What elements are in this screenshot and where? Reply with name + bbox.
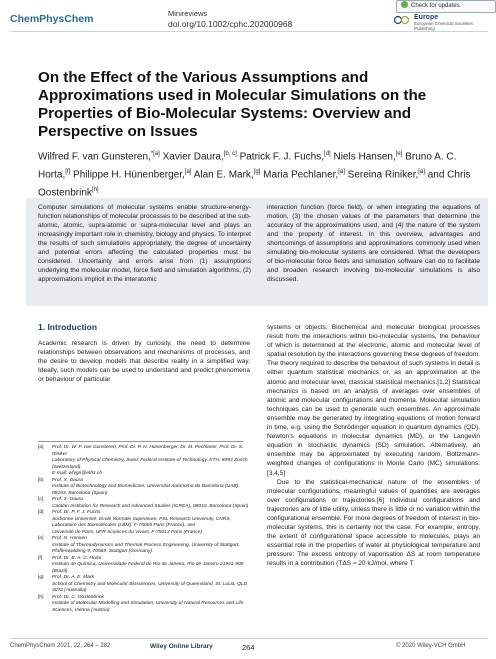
footnote-tag — [38, 458, 52, 471]
footnote-text: Catalan Institution for Research and Advanced Studies (ICREA), 08010, Barcelona (Spain) — [52, 503, 249, 509]
footnote-tag: [g] — [38, 575, 44, 580]
footer-citation: ChemPhysChem 2021, 22, 264 – 282 — [10, 643, 111, 649]
update-icon — [401, 1, 408, 8]
footnote-row — [38, 601, 250, 614]
footnote-tag: [d] — [38, 510, 44, 515]
author-affiliation-marker: [h] — [91, 186, 99, 193]
footnote-tag — [38, 601, 52, 614]
author-name: Sereina Riniker, — [347, 169, 419, 181]
author-name: and Chris Oostenbrink — [38, 169, 471, 198]
journal-name: ChemPhysChem — [10, 13, 94, 25]
footnote-tag: [e] — [38, 536, 44, 541]
footnote-text: Institute of Molecular Modelling and Simulation, University of Natural Resources and Life Sciences, Vienna (Austria) — [52, 601, 244, 613]
footnote-tag: [b] — [38, 477, 44, 483]
author-affiliation-marker: [a] — [418, 168, 425, 175]
chemistry-europe-logo-icon — [393, 14, 413, 26]
footnote-text: Prof. Dr. W. F. van Gunsteren, Prof. Dr. P. H. Hünenberger, Dr. M. Pechlaner, Prof. Dr. S. Riniker — [52, 445, 244, 457]
footnote-text: School of Chemistry and Molecular Biosciences, University of Queensland, St. Lucia, QLD 4072 (Australia) — [52, 581, 248, 593]
footnote-text: Université de Paris, UFR Sciences du Vivant, F-75013 Paris (France) — [52, 529, 202, 535]
footnote-text: Prof. Dr. A. E. Mark — [52, 575, 95, 580]
footnote-text: Sorbonne Université, École Normale Supérieure, PSL Research University, CNRS, Laboratoire des Biomolécules (LBM), F-75005 Paris (France), and — [52, 516, 231, 528]
publisher-logo-main: Europe — [414, 14, 439, 21]
author-affiliation-marker: *[a] — [150, 151, 160, 157]
footnote-text: Instituto de Química, Universidade Federal do Rio de Janeiro, Rio de Janeiro 21941-909 (Brazil) — [52, 562, 244, 574]
page-number: 264 — [242, 643, 255, 652]
author-name: Philippe H. Hünenberger, — [73, 169, 185, 181]
footnote-tag — [38, 543, 52, 556]
author-list — [38, 147, 478, 200]
author-name: Alan E. Mark, — [193, 169, 254, 181]
author-name: Niels Hansen, — [333, 151, 396, 163]
intro-right-column — [267, 323, 480, 569]
publisher-logo-text — [414, 14, 484, 31]
abstract-left-column: Computer simulations of molecular systems enable structure-energy-function relationships of molecular processes to be described at the sub-atomic, atomic, supra-atomic or supra-molecular level and plays an increasingly important role in chemistry, biology and physics. To interpret the results of such simulations appropriately, the degree of uncertainty and potential errors affecting the calculated properties must be considered. Uncertainty and errors arise from (1) assumptions underlying the molecular model, force field and simulation algorithms, (2) approximations implicit in the interatomic — [38, 204, 251, 284]
header-rule — [10, 31, 488, 32]
footnote-tag — [38, 562, 52, 575]
author-name: Bruno A. C. Horta, — [38, 151, 457, 181]
footnote-tag: [h] — [38, 594, 44, 600]
footnote-tag — [38, 484, 52, 497]
intro-paragraph: systems or objects. Biochemical and molecular biological processes result from the interactions within bio-molecular systems, the behaviour of which is determined at the electronic, atomic and molecular level of spatial resolution by the interactions governing these degrees of freedom. The theory required to describe the behaviour of such systems in detail is either quantum statistical mechanics or, as an approximation at the atomic and molecular level, classical statistical mechanics.[1,2] Statistical mechanics is based on an analysis of averages over ensembles of atomic and molecular configurations and momenta. Molecular simulation techniques can be used to generate such ensembles. An approximate ensemble may be generated by integrating equations of motion forward in time, e.g. using the Schrödinger equation in quantum dynamics (QD), Newton's equations in molecular dynamics (MD), or the Langevin equation in stochastic dynamics (SD) simulation. Alternatively, an ensemble may be approximated by executing random, Boltzmann-weighted changes of configurations in Monte Carlo (MC) simulations.[3,4,5] — [267, 324, 480, 477]
footnote-row — [38, 543, 250, 556]
footnote-text: E-mail: wfvgn@ethz.ch — [52, 471, 103, 476]
author-affiliation-marker: [g] — [253, 168, 261, 175]
footnote-tag — [38, 582, 52, 595]
author-affiliation-marker: [b, c] — [223, 151, 237, 157]
footnote-tag: [f] — [38, 555, 43, 561]
check-updates-badge[interactable] — [396, 0, 496, 13]
footer-rule — [10, 638, 488, 639]
author-affiliation-marker: [a] — [184, 168, 192, 175]
footnote-row — [38, 562, 250, 575]
footnote-text: Laboratory of Physical Chemistry, Swiss Federal Institute of Technology, ETH, 8093 Zurich (Switzerland) — [52, 458, 248, 470]
intro-paragraph: Due to the statistical-mechanical nature of the ensembles of molecular configurations, meaningful values of quantities are averages over configurations or trajectories.[6] Individual configurations and trajectories are of little utility, unless there is little or no variation within the configurational ensemble. For more degrees of freedom of interest in bio-molecular systems, this is certainly not the case. For example, entropy, the extent of configurational space accessible to molecules, plays an essential role in the properties of water at physiological temperature and pressure: The excess entropy of vaporisation ΔS at room temperature results in a contribution (TΔS ≈ 20 kJ/mol, where T — [267, 478, 480, 568]
footnote-row — [38, 582, 250, 595]
footnote-text: Prof. Dr. C. Oostenbrink — [52, 594, 105, 600]
article-meta — [168, 8, 292, 30]
intro-left-column: Academic research is driven by curiosity, the need to determine relationships between observations and mechanisms of processes, and the desire to develop models that describe reality in a simplified way. Ideally, such models can be used to understand and predict phenomena or behaviour of particular — [38, 340, 250, 384]
author-affiliation-marker: [a] — [338, 168, 345, 175]
footnote-row — [38, 458, 250, 471]
author-name: Wilfred F. van Gunsteren, — [38, 151, 151, 163]
author-name: Maria Pechlaner, — [263, 169, 339, 181]
footnote-text: Institute of Thermodynamics and Thermal Process Engineering, University of Stuttgart, Pfaffenwaldring 9, 70569, Stuttgart (Germany) — [52, 542, 240, 554]
author-affiliation-marker: [f] — [65, 168, 71, 175]
footnote-text: Prof. X. Daura — [52, 477, 83, 483]
footer-copyright: © 2020 Wiley-VCH GmbH — [396, 643, 466, 649]
publisher-logo-sub: European Chemical Societies Publishing — [414, 21, 474, 31]
author-name: Xavier Daura, — [162, 151, 224, 163]
abstract-right-column: interaction function (force field), or when integrating the equations of motion, (3) the chosen values of the parameters that determine the accuracy of the approximations used, and (4) the nature of the system and the property of interest. In this overview, advantages and shortcomings of assumptions and approximations commonly used when simulating bio-molecular systems are considered. What the developers of bio-molecular force fields and simulation software can do to facilitate and broaden research involving bio-molecular simulations is also discussed. — [267, 204, 480, 284]
footnote-tag — [38, 517, 52, 530]
footnote-text: Prof. Dr. B. A. C. Horta — [52, 555, 102, 561]
section-label: Minireviews — [168, 9, 208, 18]
footnote-row — [38, 517, 250, 530]
footnote-rule — [38, 441, 243, 442]
check-updates-label: Check for updates — [411, 3, 460, 9]
footnote-text: Prof. X. Daura — [52, 497, 83, 502]
footnote-row — [38, 445, 250, 458]
article-title: On the Effect of the Various Assumptions and Approximations used in Molecular Simulations on the Properties of Bio-Molecular Systems: Overview and Perspective on Issues — [38, 69, 427, 140]
footnote-text: Institute of Biotechnology and Biomedicine, Universitat Autonoma de Barcelona (UAB), 08193, Barcelona (Spain) — [52, 484, 240, 496]
footnote-text: Prof. N. Hansen — [52, 536, 87, 541]
footnote-row — [38, 484, 250, 497]
wiley-online-library-link[interactable]: Wiley Online Library — [150, 643, 213, 650]
author-affiliation-marker: [d] — [324, 151, 331, 157]
affiliation-footnotes — [38, 445, 250, 614]
section-heading: 1. Introduction — [38, 322, 98, 332]
footnote-tag: [a] — [38, 445, 44, 450]
doi-link[interactable]: doi.org/10.1002/cphc.202000968 — [168, 19, 293, 29]
author-affiliation-marker: [e] — [395, 151, 403, 157]
author-name: Patrick F. J. Fuchs, — [239, 151, 325, 163]
footnote-text: Prof. Dr. P. F. J. Fuchs — [52, 510, 101, 515]
footnote-tag: [c] — [38, 497, 44, 502]
